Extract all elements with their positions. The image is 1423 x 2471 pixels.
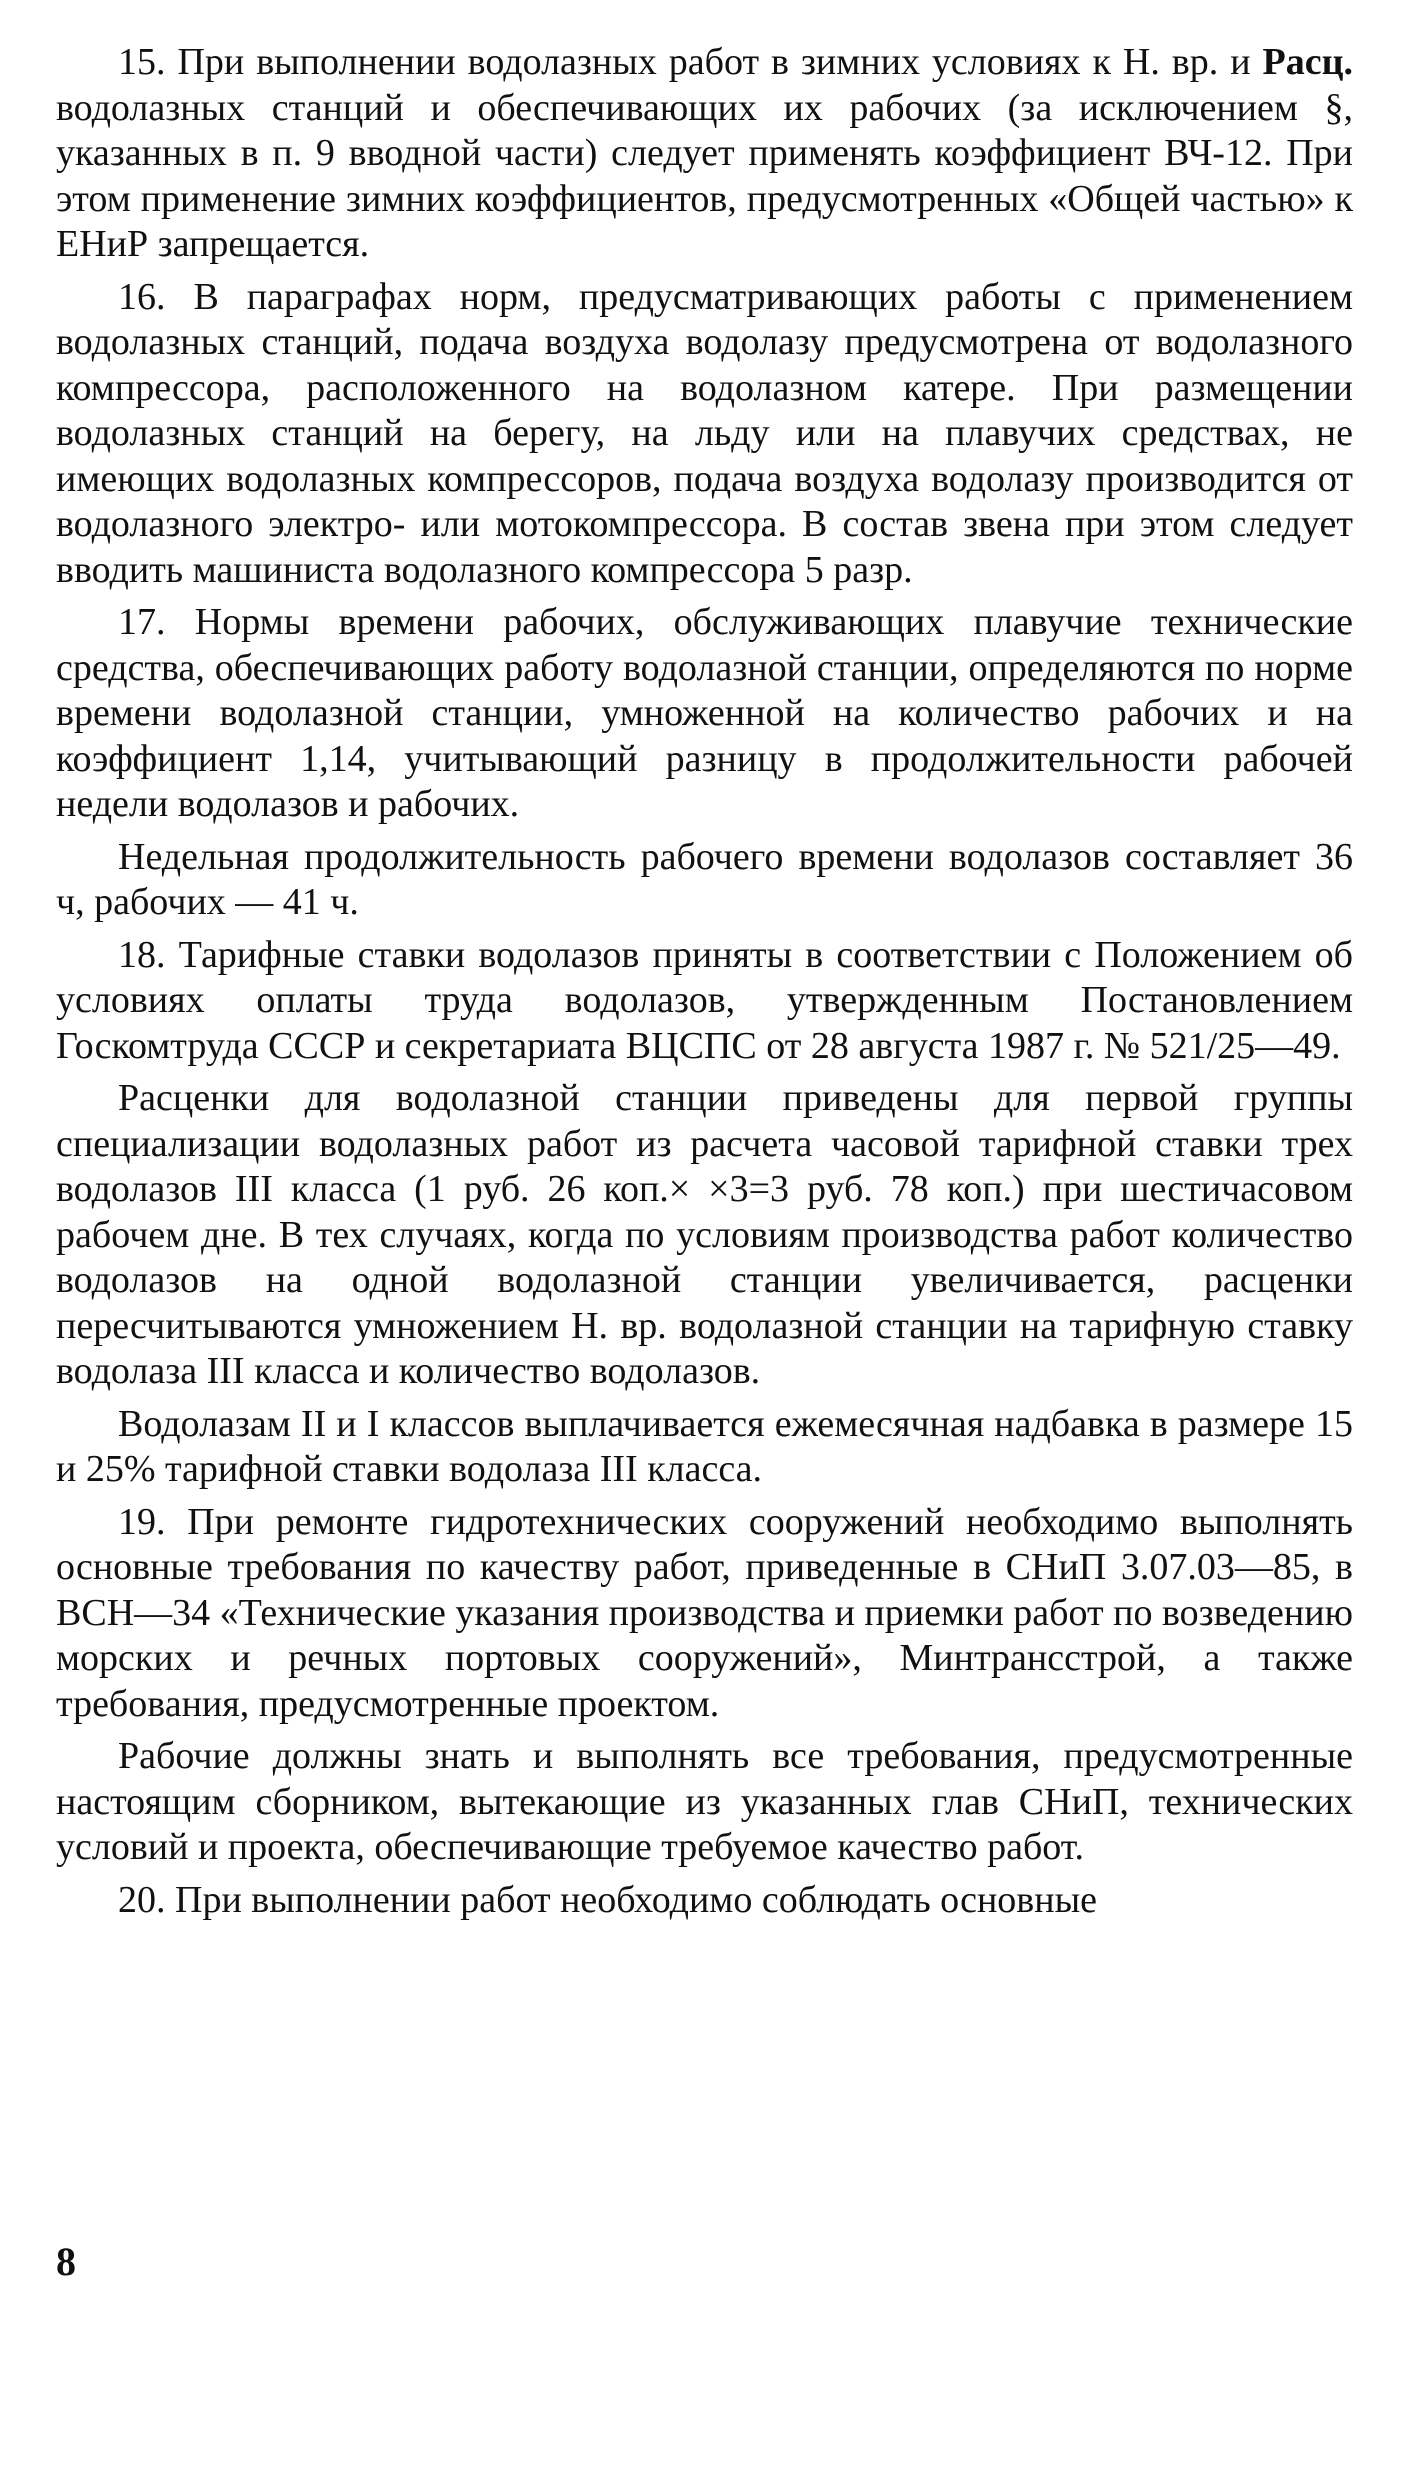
paragraph-text: При выполнении водолазных работ в зимних условиях к Н. вр. и bbox=[177, 41, 1251, 83]
paragraph-number: 18. bbox=[118, 933, 166, 976]
paragraph-bonus bbox=[56, 1402, 1353, 1493]
paragraph-number: 17. bbox=[118, 601, 166, 643]
paragraph-number: 15. bbox=[118, 41, 166, 83]
paragraph-text: Нормы времени рабочих, обслуживающих плавучие технические средства, обеспечивающих работу водолазной станции, определяются по норме времени водолазной станции, умноженной на количество рабочих и на коэффициент 1,14, учитывающий разницу в продолжительности рабочей недели водолазов и рабочих. bbox=[56, 601, 1353, 825]
paragraph-text: водолазных станций и обеспечивающих их рабочих (за исключением §, указанных в п. 9 вводной части) следует применять коэффициент ВЧ-12. При этом применение зимних коэффициентов, предусмотренных «Общей частью» к ЕНиР запрещается. bbox=[56, 86, 1353, 265]
bold-abbreviation: Расц. bbox=[1262, 41, 1354, 83]
paragraph-text: Расценки для водолазной станции приведены для первой группы специализации водолазных работ из расчета часовой тарифной ставки трех водолазов III класса (1 руб. 26 коп.× ×3=3 руб. 78 коп.) при шестичасовом рабочем дне. В тех случаях, когда по условиям производства работ количество водолазов на одной водолазной станции увеличивается, расценки пересчитываются умножением Н. вр. водолазной станции на тарифную ставку водолаза III класса и количество водолазов. bbox=[56, 1077, 1353, 1392]
paragraph-17 bbox=[56, 600, 1353, 828]
paragraph-number: 20. bbox=[118, 1878, 166, 1921]
paragraph-text: При выполнении работ необходимо соблюдать основные bbox=[175, 1878, 1097, 1921]
paragraph-18 bbox=[56, 933, 1353, 1070]
paragraph-15 bbox=[56, 40, 1353, 268]
document-page bbox=[56, 40, 1353, 1923]
paragraph-weekly-hours bbox=[56, 835, 1353, 926]
paragraph-19 bbox=[56, 1500, 1353, 1728]
paragraph-text: Недельная продолжительность рабочего времени водолазов составляет 36 ч, рабочих — 41 ч. bbox=[56, 835, 1353, 923]
paragraph-20 bbox=[56, 1878, 1353, 1924]
paragraph-number: 19. bbox=[118, 1500, 166, 1543]
paragraph-text: Водолазам II и I классов выплачивается ежемесячная надбавка в размере 15 и 25% тарифной ставки водолаза III класса. bbox=[56, 1402, 1353, 1490]
paragraph-number: 16. bbox=[118, 275, 166, 318]
paragraph-text: Тарифные ставки водолазов приняты в соответствии с Положением об условиях оплаты труда водолазов, утвержденным Постановлением Госкомтруда СССР и секретариата ВЦСПС от 28 августа 1987 г. № 521/25—49. bbox=[56, 933, 1353, 1067]
paragraph-text: В параграфах норм, предусматривающих работы с применением водолазных станций, подача воздуха водолазу предусмотрена от водолазного компрессора, расположенного на водолазном катере. При размещении водолазных станций на берегу, на льду или на плавучих средствах, не имеющих водолазных компрессоров, подача воздуха водолазу производится от водолазного электро- или мотокомпрессора. В состав звена при этом следует вводить машиниста водолазного компрессора 5 разр. bbox=[56, 275, 1354, 591]
paragraph-16 bbox=[56, 275, 1353, 594]
page-number: 8 bbox=[56, 2239, 76, 2284]
paragraph-text: Рабочие должны знать и выполнять все требования, предусмотренные настоящим сборником, вытекающие из указанных глав СНиП, технических условий и проекта, обеспечивающие требуемое качество работ. bbox=[56, 1735, 1353, 1868]
paragraph-requirements bbox=[56, 1734, 1353, 1871]
paragraph-text: При ремонте гидротехнических сооружений необходимо выполнять основные требования по качеству работ, приведенные в СНиП 3.07.03—85, в ВСН—34 «Технические указания производства и приемки работ по возведению морских и речных портовых сооружений», Минтрансстрой, а также требования, предусмотренные проектом. bbox=[56, 1500, 1354, 1725]
paragraph-rates bbox=[56, 1076, 1353, 1395]
